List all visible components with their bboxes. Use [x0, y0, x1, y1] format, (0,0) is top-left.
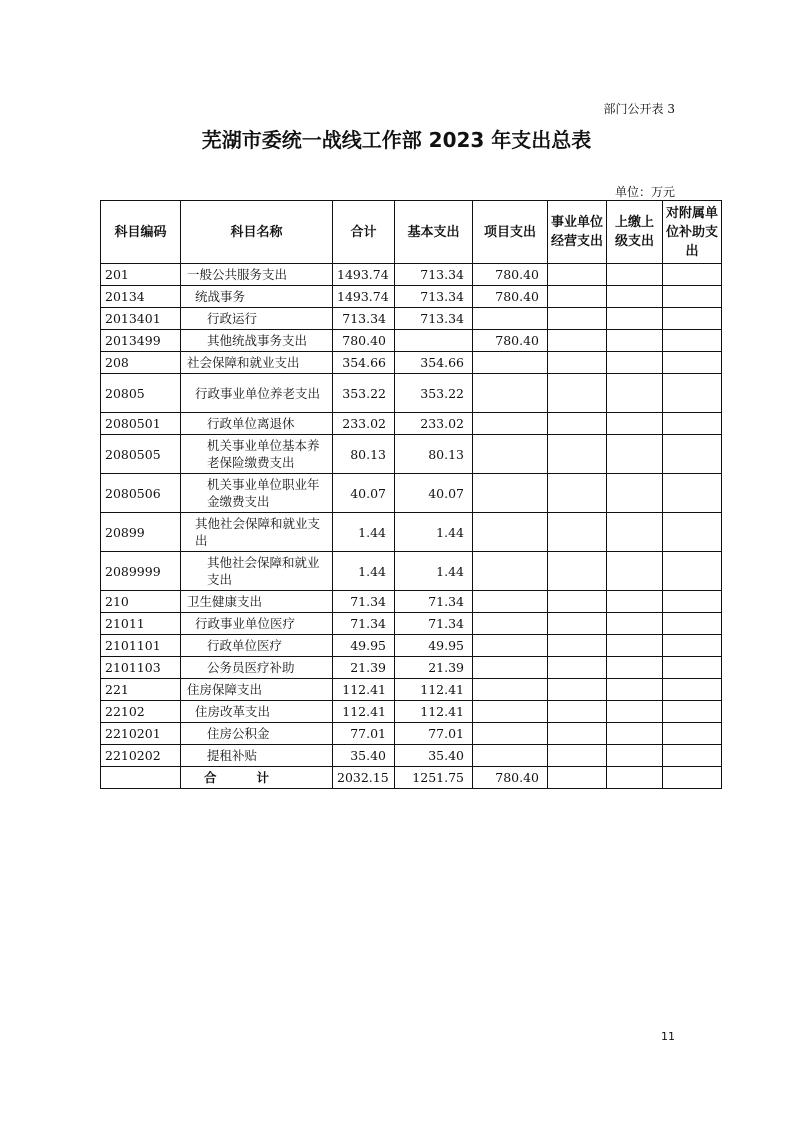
- total-code: [101, 767, 181, 789]
- cell-total: 1.44: [333, 552, 395, 591]
- table-row: [101, 701, 722, 723]
- cell-basic: 40.07: [395, 474, 473, 513]
- cell-subsidy: [663, 513, 722, 552]
- cell-code: 2080505: [101, 435, 181, 474]
- cell-upper: [607, 413, 663, 435]
- cell-total: 80.13: [333, 435, 395, 474]
- expenditure-table: [100, 200, 722, 789]
- cell-code: 2210201: [101, 723, 181, 745]
- cell-subsidy: [663, 679, 722, 701]
- cell-total: 780.40: [333, 330, 395, 352]
- cell-upper: [607, 679, 663, 701]
- cell-business: [548, 330, 607, 352]
- total-project: 780.40: [473, 767, 548, 789]
- cell-upper: [607, 657, 663, 679]
- cell-subsidy: [663, 374, 722, 413]
- cell-project: [473, 352, 548, 374]
- cell-subsidy: [663, 413, 722, 435]
- cell-upper: [607, 474, 663, 513]
- cell-subsidy: [663, 435, 722, 474]
- cell-code: 2013401: [101, 308, 181, 330]
- cell-name: 卫生健康支出: [181, 591, 333, 613]
- cell-code: 2089999: [101, 552, 181, 591]
- cell-business: [548, 635, 607, 657]
- cell-total: 1493.74: [333, 286, 395, 308]
- cell-basic: 21.39: [395, 657, 473, 679]
- page-number: 11: [661, 1030, 675, 1043]
- cell-project: [473, 413, 548, 435]
- header-basic: 基本支出: [395, 201, 473, 264]
- cell-business: [548, 745, 607, 767]
- cell-total: 112.41: [333, 701, 395, 723]
- cell-name: 住房公积金: [181, 723, 333, 745]
- header-name: 科目名称: [181, 201, 333, 264]
- cell-code: 20134: [101, 286, 181, 308]
- cell-name: 其他社会保障和就业支出: [181, 513, 333, 552]
- cell-upper: [607, 701, 663, 723]
- table-header-row: [101, 201, 722, 264]
- cell-name: 行政单位医疗: [181, 635, 333, 657]
- cell-total: 713.34: [333, 308, 395, 330]
- header-business: 事业单位经营支出: [548, 201, 607, 264]
- cell-project: [473, 679, 548, 701]
- cell-basic: 35.40: [395, 745, 473, 767]
- cell-basic: 713.34: [395, 264, 473, 286]
- cell-basic: 80.13: [395, 435, 473, 474]
- cell-project: [473, 635, 548, 657]
- cell-subsidy: [663, 264, 722, 286]
- header-code: 科目编码: [101, 201, 181, 264]
- cell-upper: [607, 374, 663, 413]
- cell-project: [473, 474, 548, 513]
- cell-business: [548, 552, 607, 591]
- cell-total: 353.22: [333, 374, 395, 413]
- cell-business: [548, 613, 607, 635]
- cell-name: 公务员医疗补助: [181, 657, 333, 679]
- cell-code: 20899: [101, 513, 181, 552]
- cell-business: [548, 679, 607, 701]
- header-project: 项目支出: [473, 201, 548, 264]
- cell-project: [473, 308, 548, 330]
- cell-subsidy: [663, 635, 722, 657]
- cell-upper: [607, 723, 663, 745]
- cell-total: 49.95: [333, 635, 395, 657]
- cell-name: 机关事业单位基本养老保险缴费支出: [181, 435, 333, 474]
- cell-total: 1.44: [333, 513, 395, 552]
- cell-business: [548, 591, 607, 613]
- cell-upper: [607, 308, 663, 330]
- cell-project: [473, 745, 548, 767]
- cell-name: 机关事业单位职业年金缴费支出: [181, 474, 333, 513]
- cell-basic: 353.22: [395, 374, 473, 413]
- cell-project: [473, 374, 548, 413]
- cell-basic: 713.34: [395, 286, 473, 308]
- cell-business: [548, 513, 607, 552]
- cell-code: 2210202: [101, 745, 181, 767]
- total-subsidy: [663, 767, 722, 789]
- cell-subsidy: [663, 701, 722, 723]
- cell-subsidy: [663, 308, 722, 330]
- cell-business: [548, 474, 607, 513]
- header-upper: 上缴上级支出: [607, 201, 663, 264]
- table-row: [101, 308, 722, 330]
- table-row: [101, 474, 722, 513]
- cell-basic: 77.01: [395, 723, 473, 745]
- cell-upper: [607, 330, 663, 352]
- cell-name: 一般公共服务支出: [181, 264, 333, 286]
- cell-name: 行政单位离退休: [181, 413, 333, 435]
- cell-upper: [607, 352, 663, 374]
- page-tag: 部门公开表 3: [603, 102, 675, 116]
- cell-subsidy: [663, 286, 722, 308]
- cell-subsidy: [663, 330, 722, 352]
- cell-code: 2101101: [101, 635, 181, 657]
- cell-project: [473, 723, 548, 745]
- table-row: [101, 552, 722, 591]
- cell-subsidy: [663, 613, 722, 635]
- cell-business: [548, 657, 607, 679]
- cell-upper: [607, 745, 663, 767]
- cell-business: [548, 264, 607, 286]
- cell-subsidy: [663, 745, 722, 767]
- cell-project: [473, 552, 548, 591]
- cell-code: 2080506: [101, 474, 181, 513]
- cell-upper: [607, 591, 663, 613]
- cell-business: [548, 308, 607, 330]
- cell-subsidy: [663, 591, 722, 613]
- table-row: [101, 286, 722, 308]
- cell-name: 住房保障支出: [181, 679, 333, 701]
- cell-code: 201: [101, 264, 181, 286]
- cell-business: [548, 435, 607, 474]
- cell-name: 其他社会保障和就业支出: [181, 552, 333, 591]
- cell-code: 210: [101, 591, 181, 613]
- cell-basic: 713.34: [395, 308, 473, 330]
- table-row: [101, 330, 722, 352]
- table-row: [101, 591, 722, 613]
- table-row: [101, 264, 722, 286]
- header-total: 合计: [333, 201, 395, 264]
- cell-project: [473, 435, 548, 474]
- table-row: [101, 374, 722, 413]
- cell-business: [548, 374, 607, 413]
- cell-code: 2080501: [101, 413, 181, 435]
- cell-basic: 112.41: [395, 679, 473, 701]
- cell-upper: [607, 613, 663, 635]
- cell-subsidy: [663, 474, 722, 513]
- cell-subsidy: [663, 723, 722, 745]
- cell-code: 2101103: [101, 657, 181, 679]
- cell-project: 780.40: [473, 264, 548, 286]
- cell-upper: [607, 264, 663, 286]
- cell-subsidy: [663, 552, 722, 591]
- table-body: [101, 264, 722, 767]
- table-row: [101, 679, 722, 701]
- page-title: 芜湖市委统一战线工作部 2023 年支出总表: [201, 128, 592, 152]
- cell-upper: [607, 286, 663, 308]
- cell-project: [473, 513, 548, 552]
- total-upper: [607, 767, 663, 789]
- cell-total: 35.40: [333, 745, 395, 767]
- cell-basic: 233.02: [395, 413, 473, 435]
- cell-total: 40.07: [333, 474, 395, 513]
- cell-basic: 354.66: [395, 352, 473, 374]
- table-row: [101, 745, 722, 767]
- cell-project: [473, 701, 548, 723]
- table-row: [101, 413, 722, 435]
- table-row: [101, 352, 722, 374]
- cell-name: 统战事务: [181, 286, 333, 308]
- total-total: 2032.15: [333, 767, 395, 789]
- cell-basic: 71.34: [395, 613, 473, 635]
- cell-business: [548, 352, 607, 374]
- cell-total: 71.34: [333, 613, 395, 635]
- cell-basic: 1.44: [395, 552, 473, 591]
- cell-basic: 71.34: [395, 591, 473, 613]
- unit-label: 单位：万元: [614, 185, 675, 199]
- cell-upper: [607, 552, 663, 591]
- total-label: 合计: [181, 767, 333, 789]
- cell-business: [548, 286, 607, 308]
- cell-subsidy: [663, 352, 722, 374]
- cell-total: 1493.74: [333, 264, 395, 286]
- cell-upper: [607, 435, 663, 474]
- cell-total: 21.39: [333, 657, 395, 679]
- cell-code: 2013499: [101, 330, 181, 352]
- total-business: [548, 767, 607, 789]
- cell-code: 20805: [101, 374, 181, 413]
- table-row: [101, 613, 722, 635]
- cell-total: 112.41: [333, 679, 395, 701]
- cell-business: [548, 723, 607, 745]
- cell-code: 208: [101, 352, 181, 374]
- cell-name: 社会保障和就业支出: [181, 352, 333, 374]
- cell-basic: 112.41: [395, 701, 473, 723]
- table-row: [101, 657, 722, 679]
- table-row: [101, 435, 722, 474]
- cell-name: 提租补贴: [181, 745, 333, 767]
- cell-total: 354.66: [333, 352, 395, 374]
- cell-business: [548, 413, 607, 435]
- cell-total: 233.02: [333, 413, 395, 435]
- cell-project: [473, 613, 548, 635]
- cell-project: [473, 591, 548, 613]
- cell-code: 22102: [101, 701, 181, 723]
- cell-project: 780.40: [473, 286, 548, 308]
- table-row: [101, 723, 722, 745]
- cell-project: [473, 657, 548, 679]
- cell-name: 行政事业单位养老支出: [181, 374, 333, 413]
- cell-code: 221: [101, 679, 181, 701]
- cell-code: 21011: [101, 613, 181, 635]
- header-subsidy: 对附属单位补助支出: [663, 201, 722, 264]
- table-row: [101, 635, 722, 657]
- cell-name: 行政运行: [181, 308, 333, 330]
- cell-total: 77.01: [333, 723, 395, 745]
- cell-total: 71.34: [333, 591, 395, 613]
- cell-basic: 1.44: [395, 513, 473, 552]
- cell-name: 住房改革支出: [181, 701, 333, 723]
- cell-basic: [395, 330, 473, 352]
- cell-subsidy: [663, 657, 722, 679]
- cell-name: 其他统战事务支出: [181, 330, 333, 352]
- cell-upper: [607, 513, 663, 552]
- cell-basic: 49.95: [395, 635, 473, 657]
- cell-business: [548, 701, 607, 723]
- table-row: [101, 513, 722, 552]
- cell-name: 行政事业单位医疗: [181, 613, 333, 635]
- cell-upper: [607, 635, 663, 657]
- cell-project: 780.40: [473, 330, 548, 352]
- total-row: [101, 767, 722, 789]
- total-basic: 1251.75: [395, 767, 473, 789]
